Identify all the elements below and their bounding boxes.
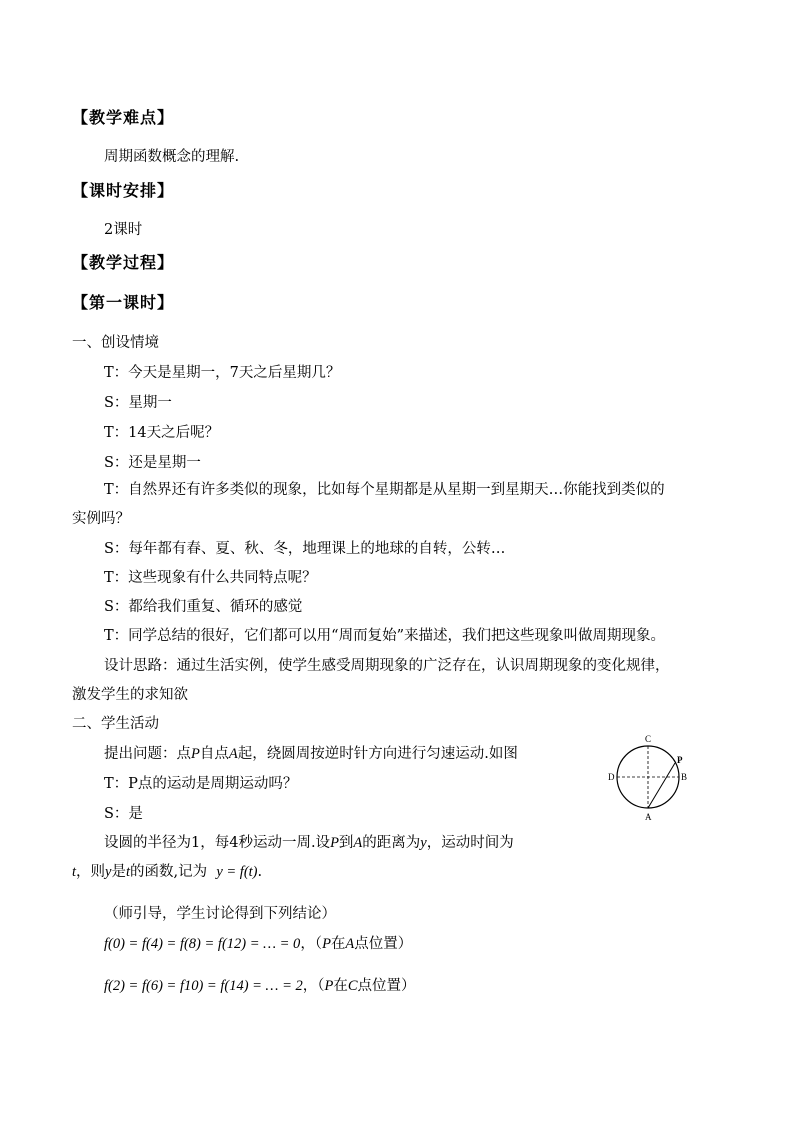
question-text: 起，绕圆周按逆时针方向进行匀速运动.如图: [237, 746, 518, 762]
setup-line: [72, 862, 262, 882]
dialog-line: S：还是星期一: [104, 455, 201, 471]
label-b: B: [681, 772, 688, 782]
section2-title: 二、学生活动: [72, 716, 159, 732]
math-y: y: [420, 835, 427, 851]
setup-text: 到: [338, 835, 354, 851]
dialog-line: T：同学总结的很好，它们都可以用“周而复始”来描述，我们把这些现象叫做周期现象。: [104, 628, 665, 644]
function-formula: y = f(t): [216, 864, 258, 880]
label-c: C: [645, 734, 652, 744]
eq-note: 点位置）: [357, 978, 416, 994]
dialog-line: T：今天是星期一，7天之后星期几？: [104, 365, 341, 381]
math-y: y: [105, 864, 112, 880]
math-c: C: [347, 978, 358, 994]
math-p: P: [191, 746, 200, 762]
math-t: t: [125, 864, 130, 880]
first-lesson-heading: 【第一课时】: [72, 293, 175, 312]
setup-text: 的函数,记为: [130, 864, 208, 880]
question-text: 提出问题：点: [104, 746, 191, 762]
chord-ap: [648, 763, 675, 808]
setup-text: 是: [111, 864, 126, 880]
dialog-line: 实例吗？: [72, 511, 130, 527]
equation-line: [104, 934, 412, 954]
circle-diagram: [600, 730, 700, 830]
setup-text: 的距离为: [362, 835, 421, 851]
setup-text: .: [257, 864, 263, 880]
label-d: D: [608, 772, 615, 782]
eq-note: 在: [333, 978, 348, 994]
math-p: P: [330, 835, 339, 851]
difficulty-text: 周期函数概念的理解.: [104, 149, 240, 165]
dialog-line: T：自然界还有许多类似的现象，比如每个星期都是从星期一到星期天…你能找到类似的: [104, 482, 665, 498]
setup-text: ，运动时间为: [426, 835, 514, 851]
math-a: A: [228, 746, 238, 762]
question-text: 自点: [199, 746, 229, 762]
math-a: A: [345, 936, 355, 952]
dialog-line: S：星期一: [104, 395, 172, 411]
eq-note: ，（: [302, 978, 325, 994]
math-t: t: [72, 864, 77, 880]
label-a: A: [645, 812, 652, 822]
math-a: A: [353, 835, 363, 851]
section1-title: 一、创设情境: [72, 335, 159, 351]
equation: f(2) = f(6) = f10) = f(14) = … = 2: [104, 978, 303, 994]
dialog-line: T：这些现象有什么共同特点呢？: [104, 570, 317, 586]
dialog-line: S：是: [104, 806, 143, 822]
guide-line: （师引导，学生讨论得到下列结论）: [104, 906, 336, 922]
equation-line: [104, 976, 416, 996]
dialog-line: S：每年都有春、夏、秋、冬，地理课上的地球的自转，公转…: [104, 541, 506, 557]
equation: f(0) = f(4) = f(8) = f(12) = … = 0: [104, 936, 301, 952]
question-line: [104, 744, 518, 764]
dialog-line: T：14天之后呢？: [104, 425, 220, 441]
eq-note: ，（: [300, 936, 323, 952]
dialog-line: T：P点的运动是周期运动吗？: [104, 776, 298, 792]
dialog-line: S：都给我们重复、循环的感觉: [104, 599, 303, 615]
schedule-heading: 【课时安排】: [72, 181, 175, 200]
difficulty-heading: 【教学难点】: [72, 108, 175, 127]
process-heading: 【教学过程】: [72, 253, 175, 272]
schedule-text: 2课时: [104, 222, 143, 238]
eq-note: 在: [330, 936, 346, 952]
setup-line: [104, 833, 514, 853]
design-note: 设计思路：通过生活实例，使学生感受周期现象的广泛存在，认识周期现象的变化规律，: [104, 658, 670, 674]
label-p: P: [677, 755, 683, 765]
design-note: 激发学生的求知欲: [72, 687, 188, 703]
math-p: P: [324, 978, 334, 994]
setup-text: 设圆的半径为1，每4秒运动一周.设: [104, 835, 331, 851]
setup-text: ，则: [76, 864, 106, 880]
math-p: P: [322, 936, 331, 952]
eq-note: 点位置）: [354, 936, 413, 952]
